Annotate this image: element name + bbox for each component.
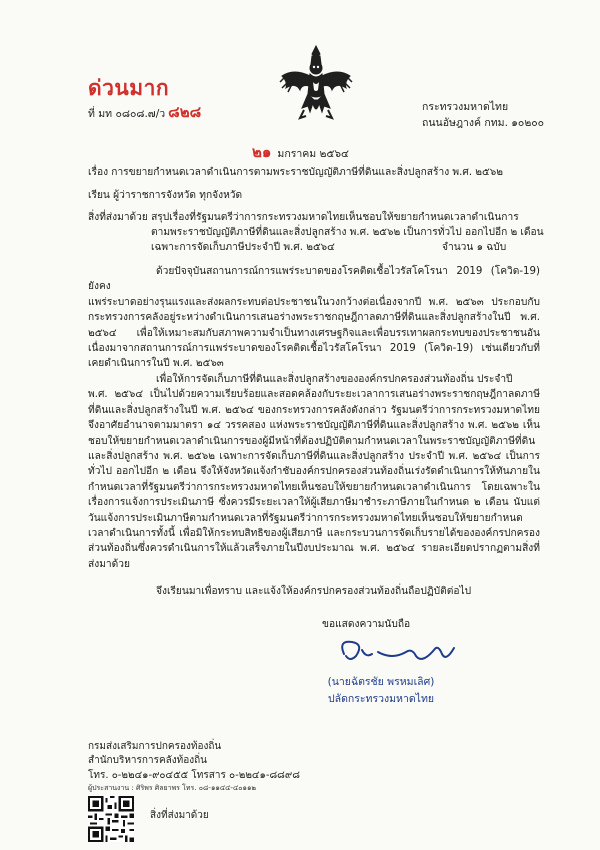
enclosure-line-3: เฉพาะการจัดเก็บภาษีประจำปี พ.ศ. ๒๕๖๔	[151, 242, 335, 253]
document-date	[252, 140, 349, 164]
qr-code-icon[interactable]	[88, 796, 134, 842]
enclosure-line-2: ตามพระราชบัญญัติภาษีที่ดินและสิ่งปลูกสร้าง พ.ศ. ๒๕๖๒ เป็นการทั่วไป ออกไปอีก ๒ เดือน	[151, 227, 544, 238]
paragraph-2-text: พ.ศ. ๒๕๖๔ เป็นไปด้วยความเรียบร้อยและสอดคล้องกับระยะเวลาการเสนอร่างพระราชกฤษฎีกาลดภาษีที่ดินและสิ่งปลูกสร้างในปี พ.ศ. ๒๕๖๔ ของกระทรวงการคลังดังกล่าว รัฐมนตรีว่าการกระทรวงมหาดไทยจึงอาศัยอำนาจตามมาตรา ๑๔ วรรคสอง แห่งพระราชบัญญัติภาษีที่ดินและสิ่งปลูกสร้าง พ.ศ. ๒๕๖๒ เห็นชอบให้ขยายกำหนดเวลาดำเนินการของผู้มีหน้าที่ต้องปฏิบัติตามกำหนดเวลาในพระราชบัญญัติภาษีที่ดินและสิ่งปลูกสร้าง พ.ศ. ๒๕๖๒ เฉพาะการจัดเก็บภาษีที่ดินและสิ่งปลูกสร้าง ประจำปี พ.ศ. ๒๕๖๔ เป็นการทั่วไป ออกไปอีก ๒ เดือน จึงให้จังหวัดแจ้งกำชับองค์กรปกครองส่วนท้องถิ่นเร่งรัดดำเนินการให้ทันภายในกำหนดเวลาที่รัฐมนตรีว่าการกระทรวงมหาดไทยเห็นชอบให้ขยายกำหนดเวลาดำเนินการ โดยเฉพาะในเรื่องการแจ้งการประเมินภาษี ซึ่งควรมีระยะเวลาให้ผู้เสียภาษีมาชำระภาษีภายในกำหนด ๒ เดือน นับแต่วันแจ้งการประเมินภาษีตามกำหนดเวลาที่รัฐมนตรีว่าการกระทรวงมหาดไทยเห็นชอบให้ขยายกำหนดเวลาดำเนินการทั้งนี้ เพื่อมิให้กระทบสิทธิของผู้เสียภาษี และกระบวนการจัดเก็บรายได้ขององค์กรปกครองส่วนท้องถิ่นซึ่งควรดำเนินการให้แล้วเสร็จภายในปีงบประมาณ พ.ศ. ๒๕๖๔ รายละเอียดปรากฏตามสิ่งที่ส่งมาด้วย	[88, 389, 540, 570]
body-paragraph-1	[88, 264, 540, 372]
paragraph-3-text: จึงเรียนมาเพื่อทราบ และแจ้งให้องค์กรปกครองส่วนท้องถิ่นถือปฏิบัติต่อไป	[156, 586, 472, 597]
addressee-line: เรียน ผู้ว่าราชการจังหวัด ทุกจังหวัด	[88, 190, 243, 201]
footer-department: กรมส่งเสริมการปกครองท้องถิ่น	[88, 741, 222, 752]
date-month-year: มกราคม ๒๕๖๔	[277, 148, 349, 160]
ministry-name: กระทรวงมหาดไทย	[422, 101, 509, 113]
subject-line: เรื่อง การขยายกำหนดเวลาดำเนินการตามพระราชบัญญัติภาษีที่ดินและสิ่งปลูกสร้าง พ.ศ. ๒๕๖๒	[88, 167, 503, 178]
body-paragraph-2	[88, 372, 540, 572]
enclosure-line-1: สิ่งที่ส่งมาด้วย สรุปเรื่องที่รัฐมนตรีว่าการกระทรวงมหาดไทยเห็นชอบให้ขยายกำหนดเวลาดำเนินการ	[88, 212, 519, 223]
ministry-address: ถนนอัษฎางค์ กทม. ๑๐๒๐๐	[422, 117, 545, 129]
ministry-address-block	[422, 99, 544, 131]
footer-contact-block	[88, 740, 300, 794]
handwritten-signature-icon	[322, 630, 472, 670]
footer-division: สำนักบริหารการคลังท้องถิ่น	[88, 755, 208, 767]
paragraph-2-first-line: เพื่อให้การจัดเก็บภาษีที่ดินและสิ่งปลูกสร้างขององค์กรปกครองส่วนท้องถิ่น ประจำปี	[156, 374, 513, 385]
signer-position: ปลัดกระทรวงมหาดไทย	[327, 693, 435, 705]
document-number-prefix: ที่ มท ๐๘๐๘.๗/ว	[88, 108, 166, 120]
garuda-emblem-icon	[276, 42, 356, 122]
signer-block	[306, 674, 456, 708]
closing-salutation: ขอแสดงความนับถือ	[322, 619, 411, 630]
urgency-stamp: ด่วนมาก	[88, 76, 170, 100]
footer-coordinator: ผู้ประสานงาน : ศิริพร ศิลยาพร โทร. ๐๘-๑๑๔๔-๔๐๑๑๒	[88, 784, 257, 793]
document-number-handwritten: ๘๒๘	[168, 103, 202, 121]
paragraph-1-text: แพร่ระบาดอย่างรุนแรงและส่งผลกระทบต่อประชาชนในวงกว้างต่อเนื่องจากปี พ.ศ. ๒๕๖๓ ประกอบกับกระทรวงการคลังอยู่ระหว่างดำเนินการเสนอร่างพระราชกฤษฎีกาลดภาษีที่ดินและสิ่งปลูกสร้างในปี พ.ศ. ๒๕๖๔ เพื่อให้เหมาะสมกับสภาพความจำเป็นทางเศรษฐกิจและเพื่อบรรเทาผลกระทบของประชาชนอันเนื่องมาจากสถานการณ์การแพร่ระบาดของโรคติดเชื้อไวรัสโคโรนา 2019 (โควิด-19) เช่นเดียวกับที่เคยดำเนินการในปี พ.ศ. ๒๕๖๓	[88, 296, 540, 370]
signer-name: (นายฉัตรชัย พรหมเลิศ)	[327, 676, 435, 688]
date-day-handwritten: ๒๑	[252, 143, 272, 161]
footer-phone: โทร. ๐-๒๒๔๑-๙๐๔๕๕ โทรสาร ๐-๒๒๔๑-๘๘๙๘	[88, 769, 300, 781]
enclosure-copies: จำนวน ๑ ฉบับ	[442, 242, 507, 253]
qr-enclosure-label: สิ่งที่ส่งมาด้วย	[150, 810, 209, 821]
document-number	[88, 100, 201, 124]
paragraph-1-first-line: ด้วยปัจจุบันสถานการณ์การแพร่ระบาดของโรคติดเชื้อไวรัสโคโรนา 2019 (โควิด-19) ยังคง	[88, 266, 540, 293]
body-paragraph-3	[88, 584, 540, 599]
